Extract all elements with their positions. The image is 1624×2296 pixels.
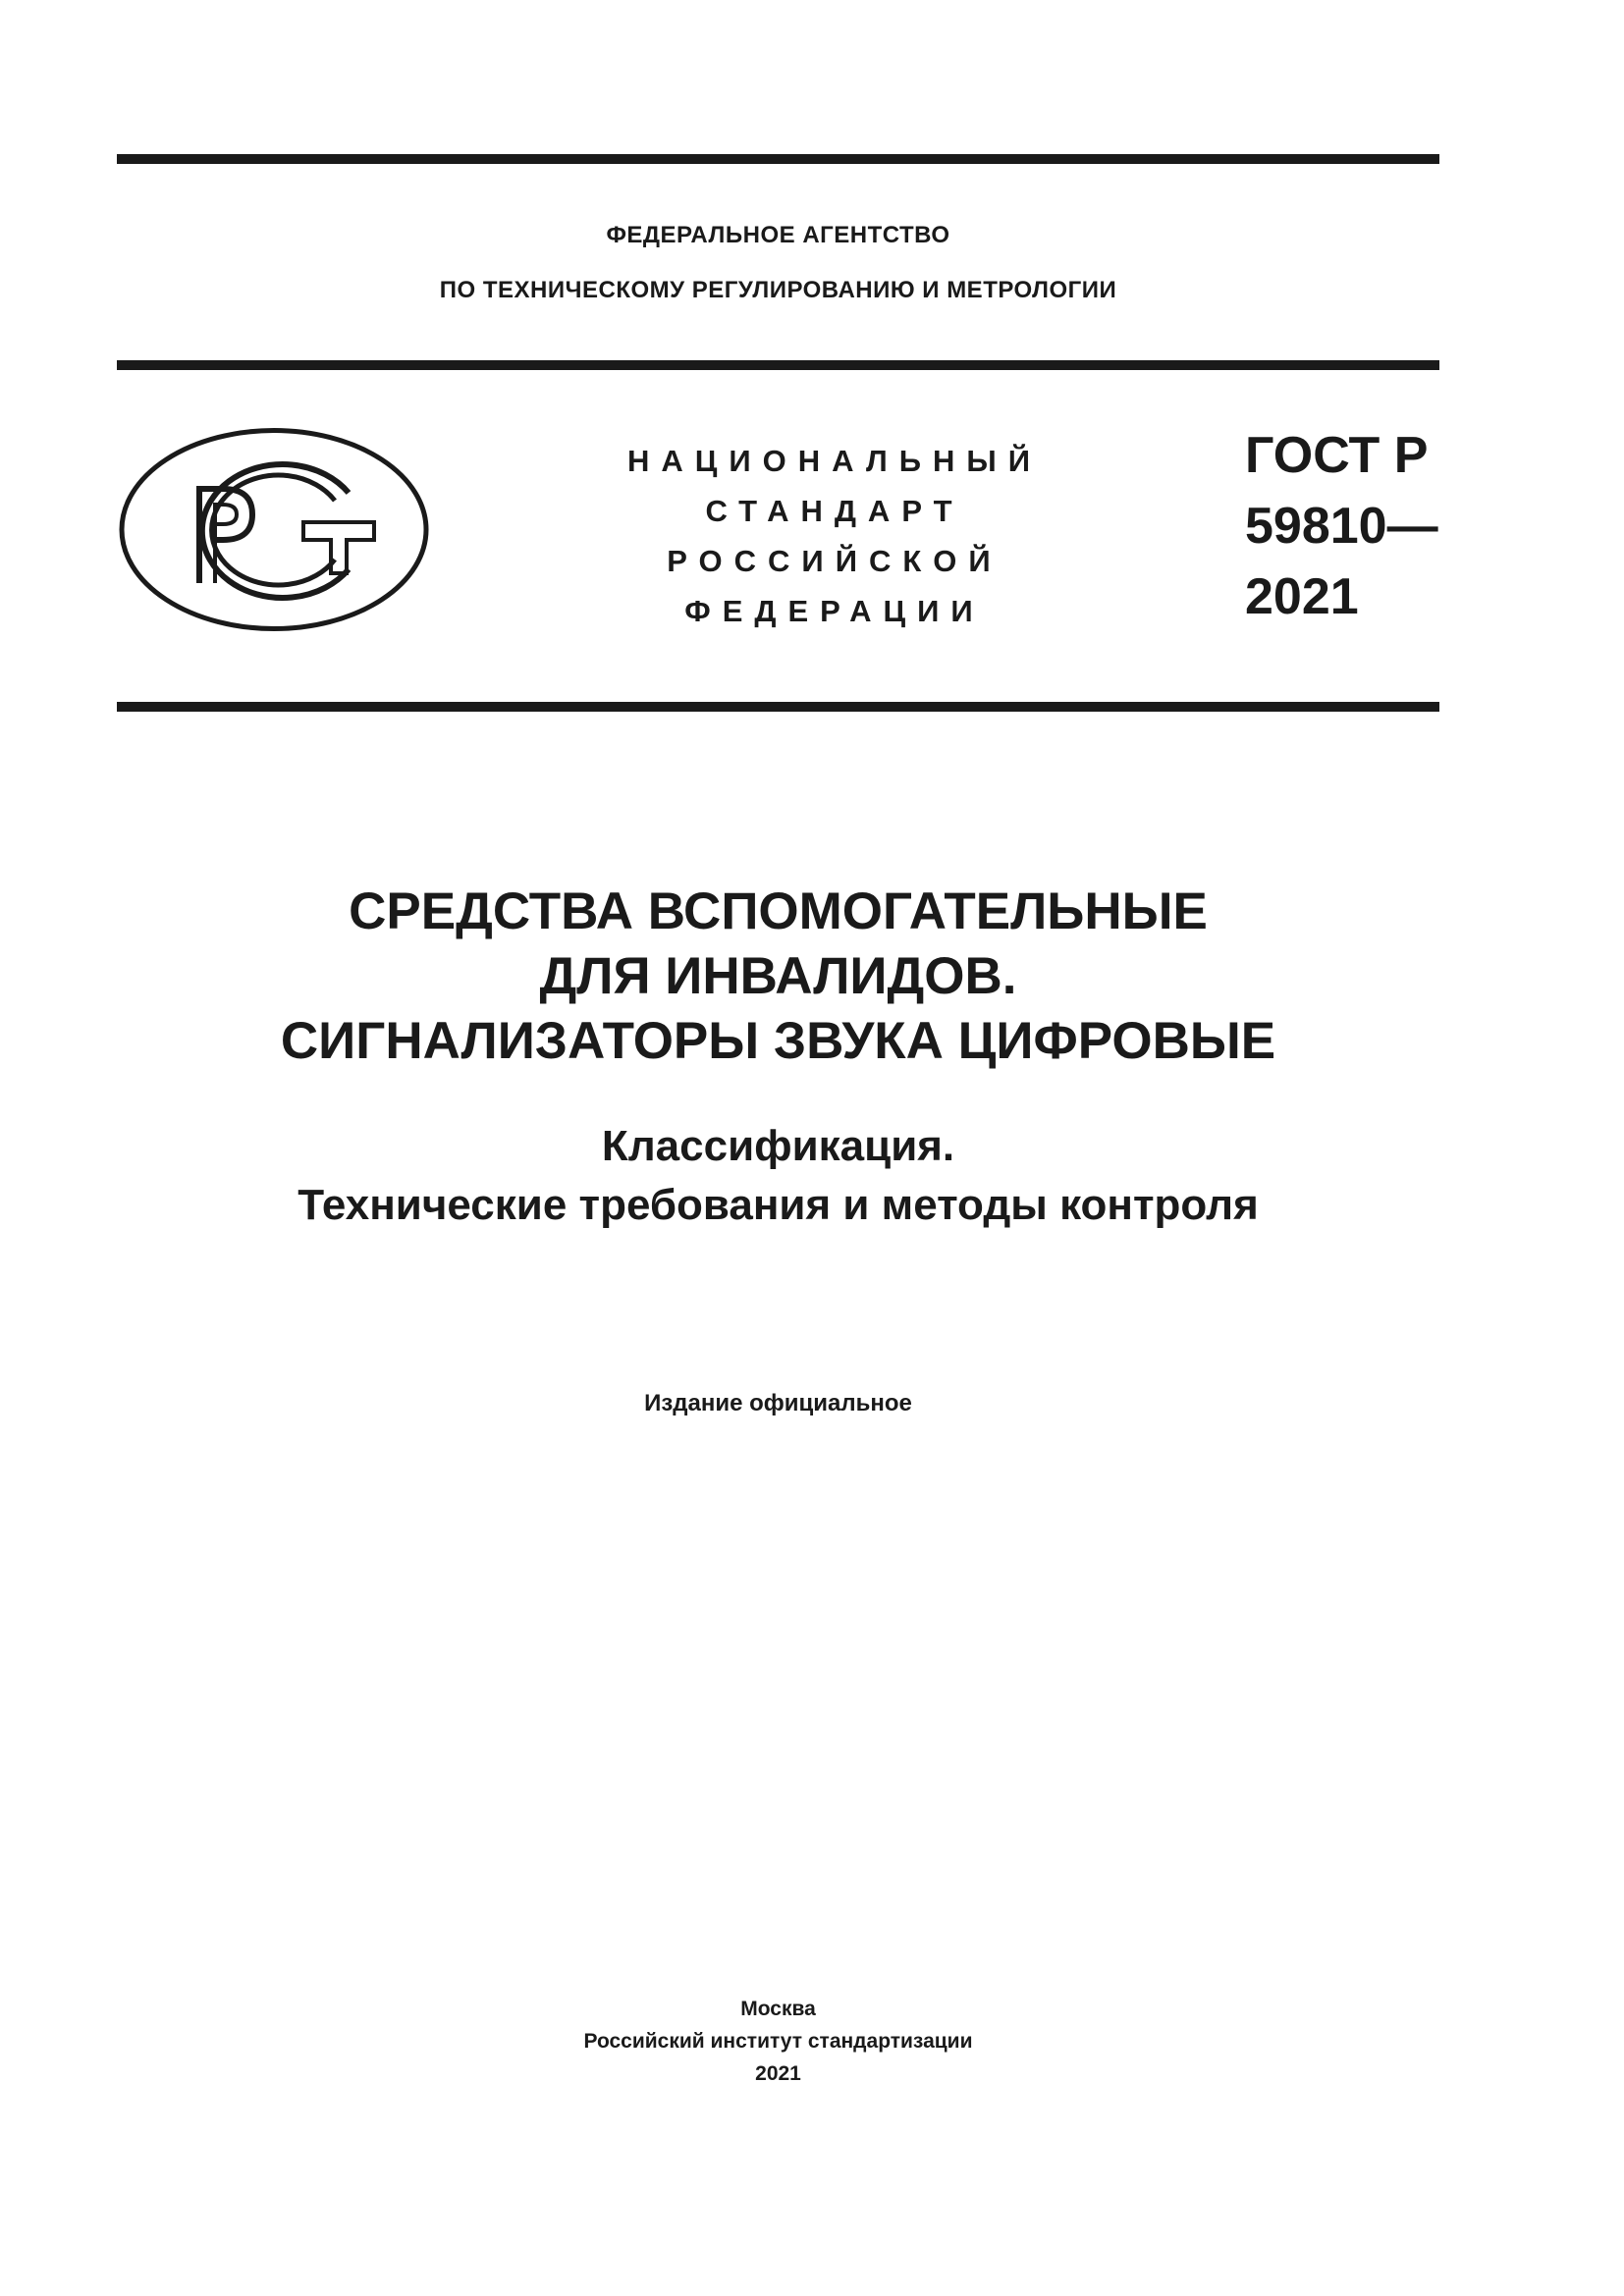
rst-certification-mark-icon: [117, 424, 431, 635]
agency-name-line-1: ФЕДЕРАЛЬНОЕ АГЕНТСТВО: [606, 222, 950, 248]
national-standard-line-2: СТАНДАРТ: [705, 494, 964, 528]
imprint-city: Москва: [740, 1998, 816, 2020]
title-line-2: ДЛЯ ИНВАЛИДОВ.: [539, 947, 1017, 1005]
national-standard-line-1: НАЦИОНАЛЬНЫЙ: [626, 444, 1043, 478]
designation-line-2: 59810—: [1245, 498, 1438, 555]
title-line-1: СРЕДСТВА ВСПОМОГАТЕЛЬНЫЕ: [349, 882, 1208, 940]
designation-line-3: 2021: [1245, 568, 1359, 625]
subtitle-line-2: Технические требования и методы контроля: [298, 1181, 1259, 1229]
title-line-3: СИГНАЛИЗАТОРЫ ЗВУКА ЦИФРОВЫЕ: [280, 1012, 1276, 1070]
designation-rule: [117, 702, 1439, 712]
national-standard-label: [609, 436, 1060, 636]
imprint-publisher: Российский институт стандартизации: [583, 2030, 973, 2053]
header-rule: [117, 360, 1439, 370]
top-rule: [117, 154, 1439, 164]
document-subtitle: [117, 1117, 1439, 1235]
designation-line-1: ГОСТ Р: [1245, 427, 1429, 484]
edition-label: Издание официальное: [644, 1390, 912, 1416]
national-standard-line-4: ФЕДЕРАЦИИ: [684, 594, 985, 628]
national-standard-line-3: РОССИЙСКОЙ: [667, 544, 1002, 578]
document-title: [117, 880, 1439, 1074]
imprint-year: 2021: [755, 2062, 801, 2085]
standard-designation: [1245, 420, 1438, 632]
subtitle-line-1: Классификация.: [601, 1122, 955, 1170]
imprint: [117, 1993, 1439, 2090]
agency-name-line-2: ПО ТЕХНИЧЕСКОМУ РЕГУЛИРОВАНИЮ И МЕТРОЛОГИИ: [439, 277, 1117, 303]
